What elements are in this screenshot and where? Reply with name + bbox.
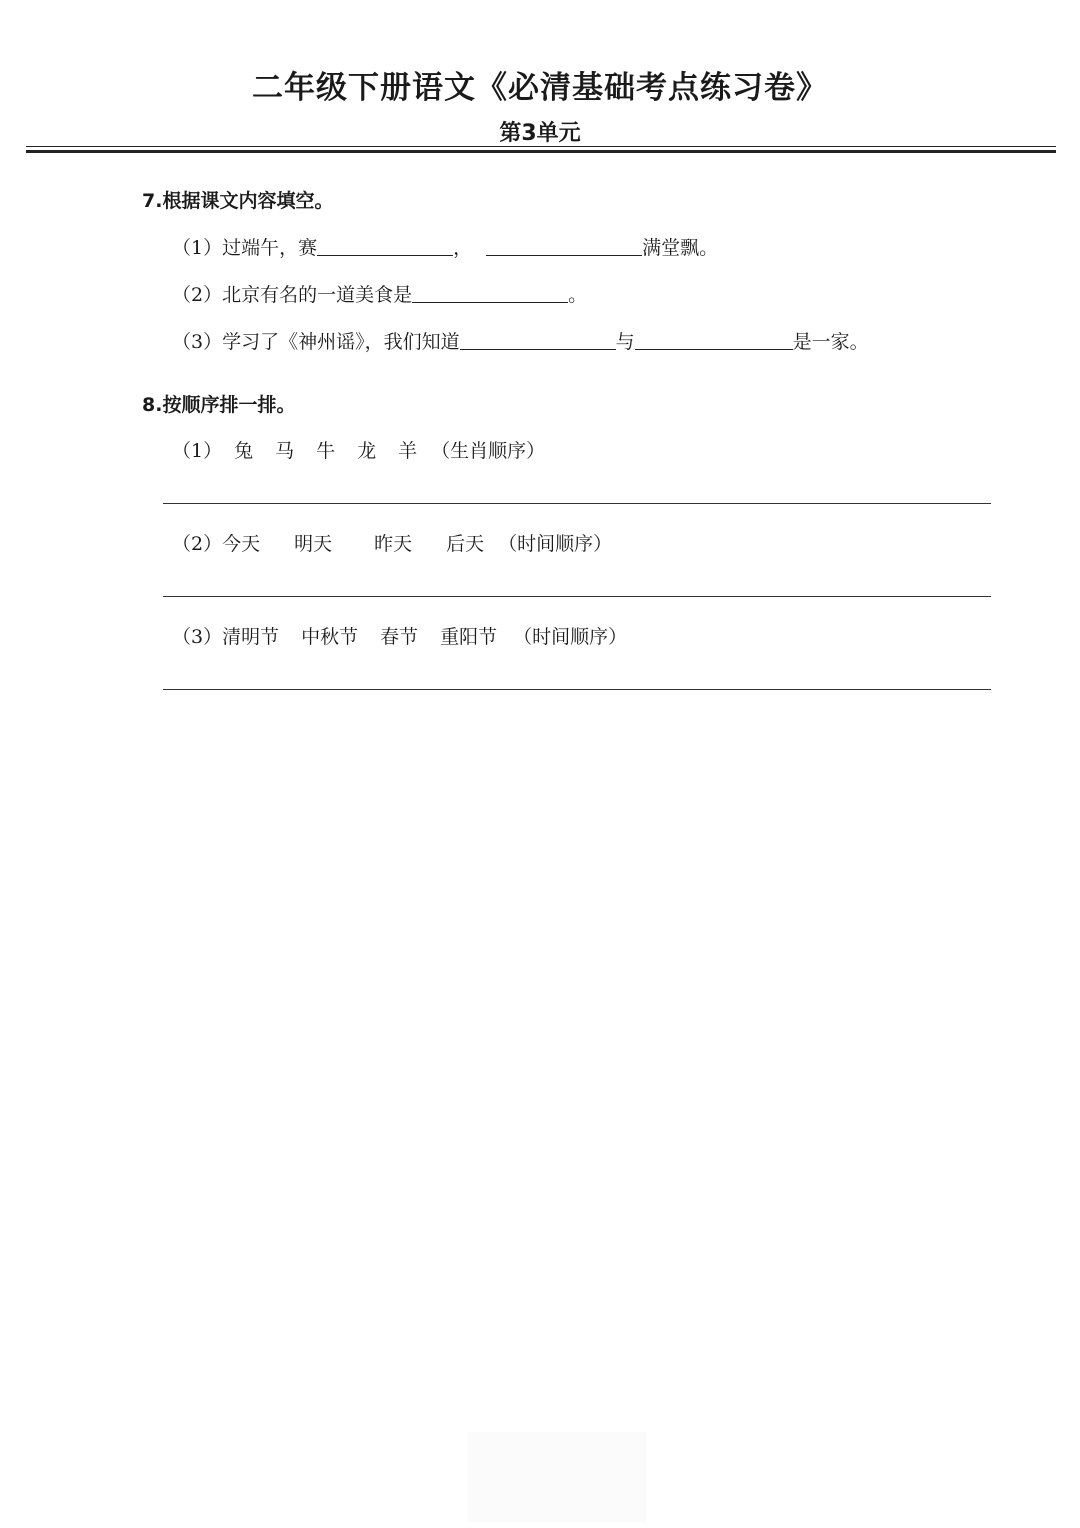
word: 马 <box>275 440 295 462</box>
item-text: 与 <box>615 331 635 353</box>
order-hint: （生肖顺序） <box>431 440 546 462</box>
item-text: 是一家。 <box>792 331 869 353</box>
answer-blank[interactable] <box>635 329 793 350</box>
answer-line-8-2[interactable] <box>163 596 991 597</box>
word: 今天 <box>222 533 261 555</box>
faint-footer-patch <box>468 1432 646 1522</box>
answer-blank[interactable] <box>460 329 616 350</box>
word: 清明节 <box>222 626 280 648</box>
word: 兔 <box>234 440 254 462</box>
word: 后天 <box>446 533 485 555</box>
item-text: ， <box>453 237 473 259</box>
question-8-item-3 <box>172 622 627 649</box>
word: 龙 <box>357 440 377 462</box>
order-hint: （时间顺序） <box>498 533 613 555</box>
word: 春节 <box>380 626 419 648</box>
answer-line-8-1[interactable] <box>163 503 991 504</box>
answer-blank[interactable] <box>486 235 642 256</box>
page-title: 二年级下册语文《必清基础考点练习卷》 <box>252 70 828 106</box>
item-text: 。 <box>568 284 588 306</box>
header-rule-thin <box>26 146 1056 147</box>
word: 昨天 <box>374 533 413 555</box>
word: 明天 <box>294 533 333 555</box>
item-text: 满堂飘。 <box>642 237 719 259</box>
question-7-item-3 <box>172 327 869 354</box>
question-7-heading: 7.根据课文内容填空。 <box>142 190 334 212</box>
question-7-item-2 <box>172 280 587 307</box>
question-8-item-1 <box>172 436 545 463</box>
answer-blank[interactable] <box>317 235 453 256</box>
word: 中秋节 <box>301 626 359 648</box>
answer-blank[interactable] <box>412 282 568 303</box>
word: 重阳节 <box>440 626 498 648</box>
answer-line-8-3[interactable] <box>163 689 991 690</box>
word: 羊 <box>398 440 418 462</box>
order-hint: （时间顺序） <box>513 626 628 648</box>
question-8-heading: 8.按顺序排一排。 <box>142 394 296 416</box>
item-number: （1） <box>172 440 223 462</box>
item-text: （3）学习了《神州谣》，我们知道 <box>172 331 460 353</box>
question-8-item-2 <box>172 529 612 556</box>
unit-subtitle: 第3单元 <box>499 121 581 146</box>
question-7-item-1 <box>172 233 718 260</box>
header-rule-thick <box>26 150 1056 153</box>
item-number: （2） <box>172 533 223 555</box>
item-number: （3） <box>172 626 223 648</box>
item-text: （2）北京有名的一道美食是 <box>172 284 413 306</box>
word: 牛 <box>316 440 336 462</box>
item-text: （1）过端午，赛 <box>172 237 318 259</box>
